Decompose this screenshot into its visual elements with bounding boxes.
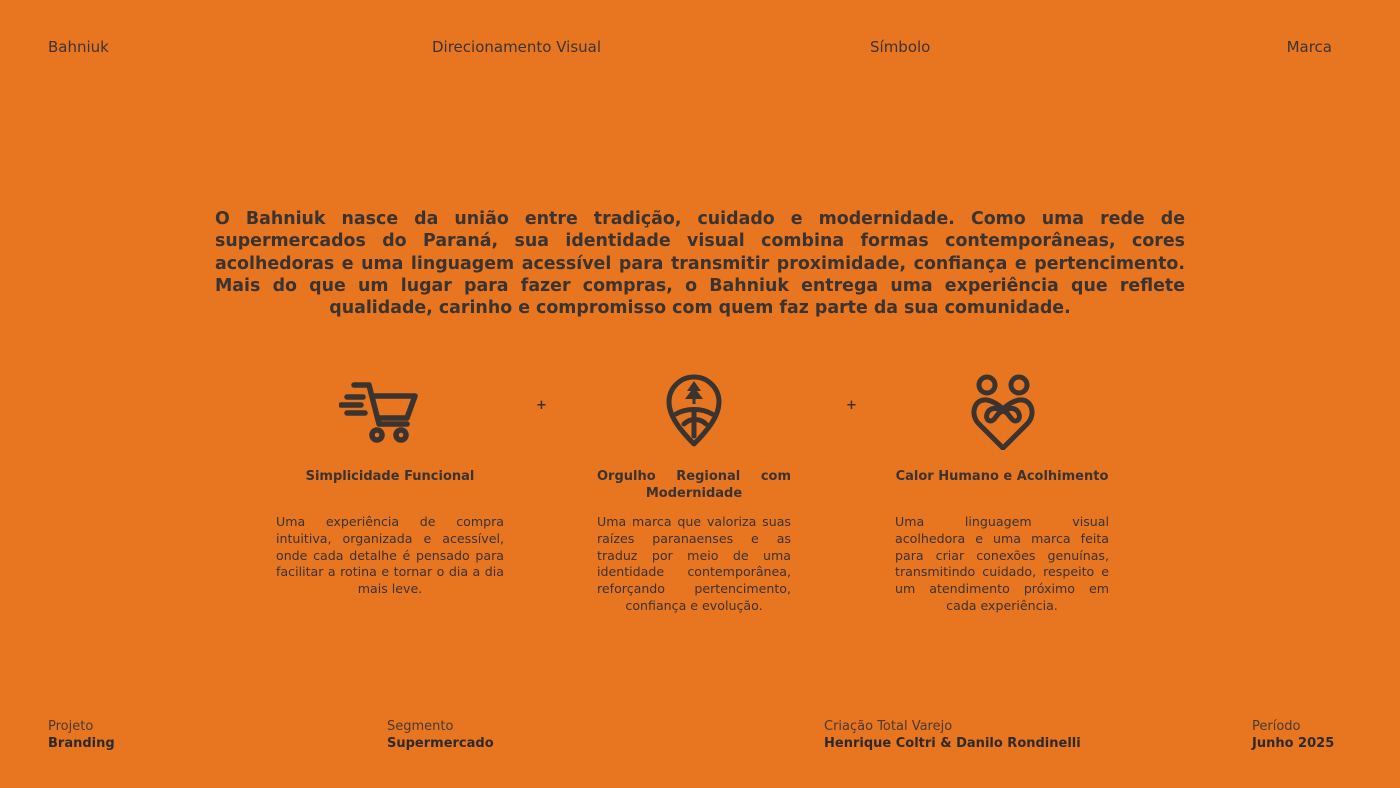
plus-separator: + — [846, 398, 857, 413]
meta-label: Período — [1252, 719, 1301, 734]
people-heart-icon — [971, 372, 1035, 450]
shopping-cart-icon — [339, 372, 419, 446]
meta-label: Segmento — [387, 719, 454, 734]
meta-label: Projeto — [48, 719, 94, 734]
meta-creation — [824, 718, 1081, 752]
nav-brand-mark[interactable]: Marca — [1286, 38, 1332, 56]
pillar-regional-pride — [597, 372, 791, 622]
meta-value: Branding — [48, 736, 115, 751]
pillar-title: Orgulho Regional com Modernidade — [597, 469, 791, 501]
meta-value: Henrique Coltri & Danilo Rondinelli — [824, 736, 1081, 751]
nav-visual-direction[interactable]: Direcionamento Visual — [432, 38, 602, 56]
plus-separator: + — [536, 398, 547, 413]
pillar-simplicity — [276, 372, 504, 622]
meta-segment — [387, 718, 494, 752]
meta-label: Criação Total Varejo — [824, 719, 953, 734]
intro-paragraph: O Bahniuk nasce da união entre tradição, cuidado e modernidade. Como uma rede de supermercados do Paraná, sua identidade visual combina formas contemporâneas, cores acolhedoras e uma linguagem acessível para transmitir proximidade, confiança e pertencimento. Mais do que um lugar para fazer compras, o Bahniuk entrega uma experiência que reflete qualidade, carinho e compromisso com quem faz parte da sua comunidade. — [215, 209, 1185, 319]
location-pin-tree-icon — [666, 372, 722, 448]
nav-symbol[interactable]: Símbolo — [870, 38, 931, 56]
meta-value: Junho 2025 — [1252, 736, 1335, 751]
meta-period — [1252, 718, 1334, 752]
meta-project — [48, 718, 115, 752]
pillar-text: Uma experiência de compra intuitiva, organizada e acessível, onde cada detalhe é pensado para facilitar a rotina e tornar o dia a dia mais leve. — [276, 514, 504, 597]
pillar-text: Uma marca que valoriza suas raízes paranaenses e as traduz por meio de uma identidade contemporânea, reforçando pertencimento, confiança e evolução. — [597, 514, 791, 613]
pillar-title: Simplicidade Funcional — [305, 469, 475, 484]
nav-brand[interactable]: Bahniuk — [48, 38, 109, 56]
meta-value: Supermercado — [387, 736, 494, 751]
pillar-title: Calor Humano e Acolhimento — [895, 469, 1109, 484]
pillar-text: Uma linguagem visual acolhedora e uma marca feita para criar conexões genuínas, transmitindo cuidado, respeito e um atendimento próximo em cada experiência. — [895, 514, 1109, 613]
pillar-human-warmth — [895, 372, 1109, 622]
